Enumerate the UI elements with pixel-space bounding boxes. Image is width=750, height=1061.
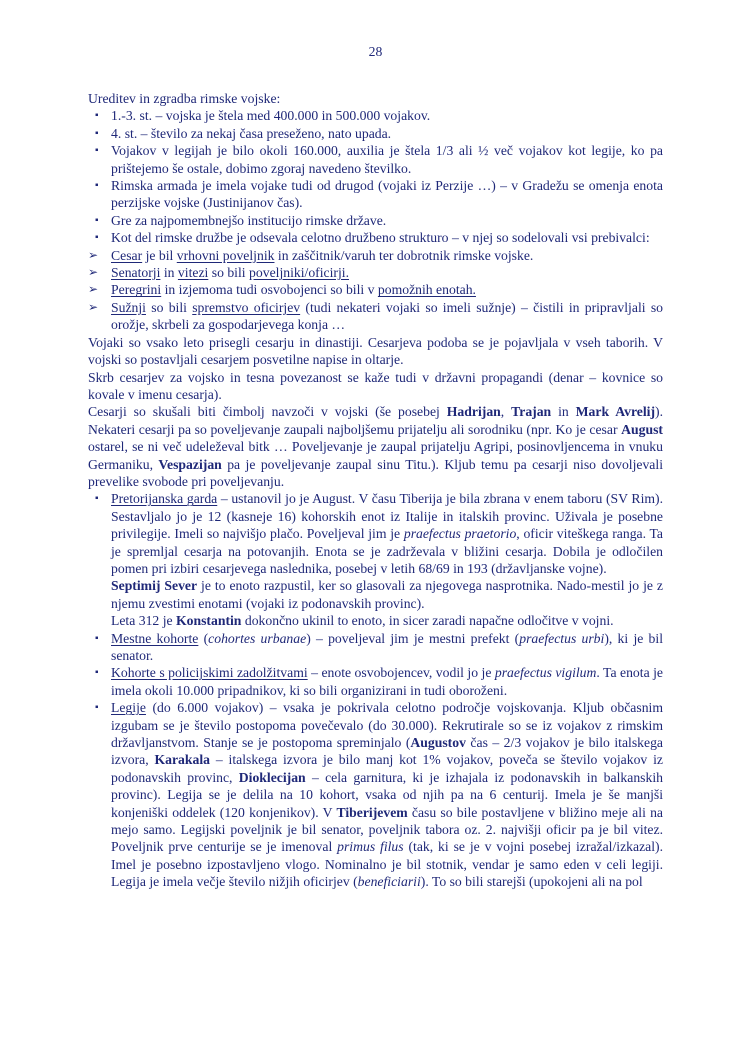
text-run: so bili <box>208 265 250 281</box>
text-run: ). Nekateri cesarji pa so poveljevanje zaupali najboljšemu prijatelju ali sorodniku (npr. Ko je cesar <box>88 404 664 437</box>
list-item <box>88 107 663 124</box>
text-run-group <box>88 370 663 402</box>
text-run: Augustov <box>410 735 466 751</box>
list-item <box>88 125 663 142</box>
text-run-group <box>111 631 663 663</box>
text-run: ostarel, se ni več udeleževal bitk … Poveljevanje je zaupal prijatelju Agripi, posinovljencema in vnuku Germaniku, <box>88 439 663 472</box>
list-item <box>88 630 663 665</box>
text-run: je bil <box>142 247 177 263</box>
text-run: Rimska armada je imela vojake tudi od drugod (vojaki iz Perzije …) – v Gradežu se omenja enota perzijske vojske (Justinijanov čas). <box>111 178 663 211</box>
text-run: Kot del rimske družbe je odsevala celotno družbeno strukturo – v njej so sodelovali vsi prebivalci: <box>111 230 650 246</box>
text-run: . Ta enota je imela okoli 10.000 pripadnikov, ki so bili organizirani in tudi oboroženi. <box>111 665 663 698</box>
text-run: čas – 2/3 vojakov je bilo italskega izvora, <box>111 735 663 768</box>
square-bullet-icon: ▪ <box>95 493 99 505</box>
text-run-group <box>88 404 663 489</box>
text-run: Sužnji <box>111 299 146 315</box>
text-run-group <box>111 300 663 332</box>
text-run: in zaščitnik/varuh ter dobrotnik rimske vojske. <box>274 247 534 263</box>
text-run: so bili <box>145 299 193 315</box>
square-bullet-icon: ▪ <box>95 232 99 244</box>
square-bullet-icon: ▪ <box>95 632 99 644</box>
text-run: pa je poveljevanje zaupal sinu Titu.). Kljub temu pa cesarji niso dovoljevali prevelike svobode pri poveljevanju. <box>88 456 663 489</box>
text-run: Mestne kohorte <box>111 630 199 646</box>
arrow-bullet-icon: ➢ <box>88 247 99 262</box>
text-run: Hadrijan <box>446 404 501 420</box>
text-run: ( <box>198 630 209 646</box>
text-run: – ustanovil jo je August. V času Tiberija je bila zbrana v enem taboru (SV Rim). Sestavljalo jo je 12 (kasneje 16) kohorskih enot iz Italije in italskih provinc. Uživala je posebne privilegije. Imeli so najvišjo plačo. Poveljeval jim je <box>111 491 663 542</box>
text-run: ). To so bili starejši (upokojeni ali na pol <box>420 874 643 890</box>
text-run: Ureditev in zgradba rimske vojske: <box>88 91 281 106</box>
text-run: primus filus <box>337 839 404 855</box>
arrow-bullet-icon: ➢ <box>88 265 99 280</box>
text-run-group <box>111 108 430 123</box>
text-run: 1.-3. st. – vojska je štela med 400.000 in 500.000 vojakov. <box>111 108 431 124</box>
arrow-bullet-icon: ➢ <box>88 299 99 314</box>
text-run: Mark Avrelij <box>575 404 656 420</box>
text-run: Peregrini <box>111 282 162 298</box>
text-run-group <box>111 143 663 175</box>
paragraph <box>88 403 663 490</box>
text-run: – italskega izvora je bilo manj kot 1% vojakov, poveča se število vojakov iz podonavskih provinc, <box>111 752 663 785</box>
text-run: August <box>621 421 663 437</box>
text-run: Dioklecijan <box>238 769 306 785</box>
text-run-group <box>111 126 391 141</box>
text-run: Skrb cesarjev za vojsko in tesna povezanost se kaže tudi v državni propagandi (denar – kovnice so kovale v imenu cesarja). <box>88 369 663 402</box>
list-item <box>88 142 663 177</box>
list-item <box>88 177 663 212</box>
list-item <box>88 299 663 334</box>
square-bullet-icon: ▪ <box>95 127 99 139</box>
text-run: praefectus vigilum <box>494 665 597 681</box>
text-run-group <box>88 91 280 106</box>
list-item <box>88 247 663 264</box>
document-body <box>88 90 663 891</box>
text-run: – enote osvobojencev, vodil jo je <box>307 665 495 681</box>
text-run: Vojaki so vsako leto prisegli cesarju in dinastiji. Cesarjeva podoba se je pojavljala v vseh taborih. V vojski so postavljali cesarjem posvetilne napise in oltarje. <box>88 334 663 368</box>
list-item <box>88 699 663 890</box>
list-item <box>88 264 663 281</box>
text-run: dokončno ukinil to enoto, in sicer zaradi napačne odločitve v vojni. <box>241 613 614 629</box>
continuation-paragraph <box>111 612 663 629</box>
square-bullet-icon: ▪ <box>95 110 99 122</box>
text-run: , oficir viteškega ranga. Ta je spremljal cesarja na potovanjih. Enota se je zadrževala v bližini cesarja. Dobila je odločilen pomen pri izbiri cesarjevega naslednika, posebej v letih 68/69 in 193 (državljanske vojne). <box>111 526 663 576</box>
page-number: 28 <box>368 44 383 59</box>
text-run: ), ki je bil senator. <box>111 630 664 663</box>
text-run: in <box>551 404 576 420</box>
text-run: Gre za najpomembnejšo institucijo rimske države. <box>111 212 387 228</box>
text-run: Tiberijevem <box>336 804 408 820</box>
text-run-group <box>111 282 476 297</box>
text-run: – cela garnitura, ki je izhajala iz podonavskih in balkanskih provinc). Legija se je delila na 10 kohort, vsaka od njih pa na 6 centurij. Imela je še manjši konjeniški oddelek (120 konjenikov). V <box>111 769 663 820</box>
text-run: poveljniki/oficirji. <box>249 265 350 281</box>
text-run-group <box>111 700 663 889</box>
text-run-group <box>111 578 663 610</box>
text-run: Vojakov v legijah je bilo okoli 160.000, auxilia je štela 1/3 ali ½ več vojakov kot legije, ko pa prištejemo še ostale, dobimo zgoraj navedeno številko. <box>111 143 663 176</box>
text-run: spremstvo oficirjev <box>192 299 301 315</box>
text-run-group <box>111 213 386 228</box>
text-run: praefectus urbi <box>519 630 605 646</box>
text-run-group <box>111 178 663 210</box>
text-run: vrhovni poveljnik <box>176 247 275 263</box>
text-run: Legije <box>111 700 146 716</box>
text-run: , <box>500 404 512 420</box>
text-run: in izjemoma tudi osvobojenci so bili v <box>161 282 378 298</box>
paragraph <box>88 334 663 369</box>
text-run: praefectus praetorio <box>403 526 517 542</box>
paragraph <box>88 90 663 107</box>
square-bullet-icon: ▪ <box>95 180 99 192</box>
text-run-group <box>111 248 533 263</box>
text-run: Konstantin <box>176 613 242 629</box>
continuation-paragraph <box>111 577 663 612</box>
text-run: Cesar <box>111 247 143 263</box>
square-bullet-icon: ▪ <box>95 214 99 226</box>
text-run-group <box>111 613 614 628</box>
square-bullet-icon: ▪ <box>95 145 99 157</box>
text-run: 4. st. – število za nekaj časa preseženo, nato upada. <box>111 125 392 141</box>
text-run: (tak, ki se je v vojni posebej izražal/izkazal). Imel je posebno izpostavljeno vlogo. Nominalno je bil stotnik, vendar je samo eden v celi legiji. Legija je imela večje število nižjih oficirjev ( <box>111 839 664 890</box>
text-run: Pretorijanska garda <box>111 491 218 507</box>
text-run: Trajan <box>511 404 552 420</box>
text-run: Kohorte s policijskimi zadolžitvami <box>111 665 308 681</box>
text-run: ) – poveljeval jim je mestni prefekt ( <box>306 630 520 646</box>
list-item <box>88 229 663 246</box>
paragraph <box>88 369 663 404</box>
text-run: Septimij Sever <box>111 578 198 594</box>
list-item <box>88 212 663 229</box>
text-run-group <box>111 665 663 697</box>
list-item <box>88 664 663 699</box>
text-run-group <box>88 335 663 367</box>
text-run: beneficiarii <box>357 874 421 890</box>
text-run: Vespazijan <box>158 456 222 472</box>
text-run-group <box>111 265 349 280</box>
list-item <box>88 281 663 298</box>
arrow-bullet-icon: ➢ <box>88 282 99 297</box>
list-item <box>88 490 663 577</box>
text-run: Leta 312 je <box>111 613 176 629</box>
text-run: in <box>160 265 178 281</box>
text-run-group <box>111 230 650 245</box>
text-run: Karakala <box>154 752 210 768</box>
square-bullet-icon: ▪ <box>95 702 99 714</box>
text-run: (tudi nekateri vojaki so imeli sužnje) – čistili in pripravljali so orožje, skrbeli za gospodarjevega konja … <box>111 299 663 333</box>
text-run-group <box>111 491 663 576</box>
text-run: (do 6.000 vojakov) – vsaka je pokrivala celotno področje vojskovanja. Kljub občasnim izgubam se je število postopoma povečevalo (do 30.000). Rekrutirale so se iz vojakov z rimskim državljanstvom. Stanje se je postopoma spreminjalo ( <box>111 700 663 751</box>
text-run: pomožnih enotah. <box>377 282 476 298</box>
text-run: Cesarji so skušali biti čimbolj navzoči v vojski (še posebej <box>88 404 447 420</box>
text-run: vitezi <box>177 265 209 281</box>
text-run: času so bile postavljene v bližino meje ali na mejo samo. Legijski poveljnik je bil senator, poveljnik tabora oz. 2. najvišji oficir pa je bil vitez. Poveljnik prve centurije se je imenoval <box>111 804 663 855</box>
text-run: cohortes urbanae <box>208 630 307 646</box>
text-run: je to enoto razpustil, ker so glasovali za njegovega nasprotnika. Nado-mestil jo je z njemu zvestimi enotami (vojaki iz podonavskih provinc). <box>111 578 664 611</box>
text-run: Senatorji <box>111 265 161 281</box>
square-bullet-icon: ▪ <box>95 667 99 679</box>
